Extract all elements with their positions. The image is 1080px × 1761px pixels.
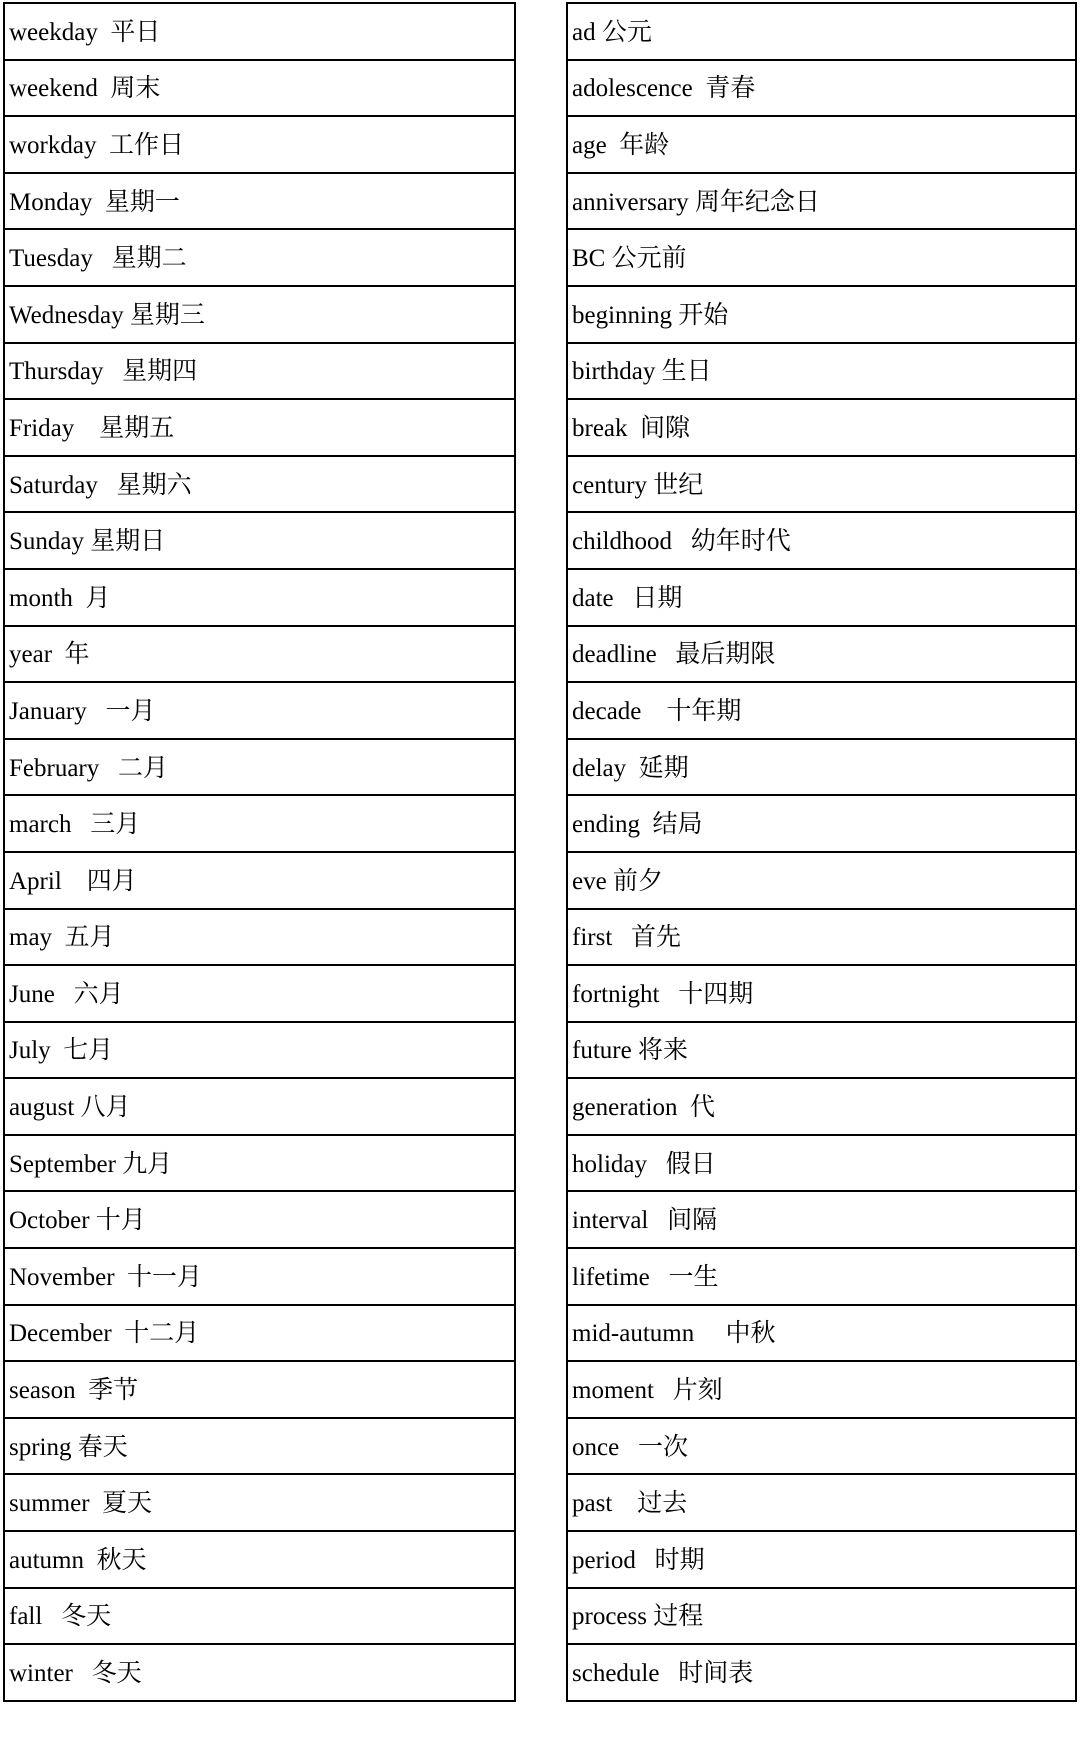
vocabulary-cell xyxy=(567,1644,1076,1701)
vocabulary-entry: schedule 时间表 xyxy=(572,1660,754,1688)
vocabulary-entry: February 二月 xyxy=(9,754,168,782)
vocabulary-entry: birthday 生日 xyxy=(572,358,712,386)
vocabulary-entry: holiday 假日 xyxy=(572,1150,716,1178)
table-row xyxy=(567,1305,1076,1362)
vocabulary-entry: weekend 周末 xyxy=(9,75,161,103)
vocabulary-cell xyxy=(567,1474,1076,1531)
vocabulary-entry: spring 春天 xyxy=(9,1433,128,1461)
vocabulary-cell xyxy=(567,286,1076,343)
vocabulary-cell xyxy=(567,965,1076,1022)
vocabulary-cell xyxy=(4,795,515,852)
table-row xyxy=(4,1191,515,1248)
table-row xyxy=(567,569,1076,626)
vocabulary-cell xyxy=(4,569,515,626)
table-row xyxy=(567,116,1076,173)
vocabulary-entry: November 十一月 xyxy=(9,1263,203,1291)
vocabulary-entry: fall 冬天 xyxy=(9,1603,112,1631)
vocabulary-cell xyxy=(4,1531,515,1588)
vocabulary-cell xyxy=(567,1022,1076,1079)
table-row xyxy=(567,399,1076,456)
vocabulary-cell xyxy=(4,1418,515,1475)
vocabulary-cell xyxy=(567,173,1076,230)
vocabulary-cell xyxy=(567,512,1076,569)
table-row xyxy=(567,343,1076,400)
table-row xyxy=(4,1022,515,1079)
table-row xyxy=(567,1474,1076,1531)
table-row xyxy=(4,399,515,456)
vocabulary-entry: January 一月 xyxy=(9,697,156,725)
vocabulary-entry: lifetime 一生 xyxy=(572,1263,719,1291)
table-row xyxy=(567,60,1076,117)
vocabulary-table-right xyxy=(566,2,1077,1702)
vocabulary-cell xyxy=(4,739,515,796)
vocabulary-entry: autumn 秋天 xyxy=(9,1546,147,1574)
vocabulary-cell xyxy=(567,116,1076,173)
table-row xyxy=(4,1361,515,1418)
table-row xyxy=(4,229,515,286)
vocabulary-cell xyxy=(567,1588,1076,1645)
vocabulary-cell xyxy=(4,1305,515,1362)
vocabulary-cell xyxy=(4,3,515,60)
table-row xyxy=(4,965,515,1022)
table-row xyxy=(567,3,1076,60)
vocabulary-entry: season 季节 xyxy=(9,1377,139,1405)
table-row xyxy=(4,739,515,796)
vocabulary-entry: April 四月 xyxy=(9,867,137,895)
vocabulary-cell xyxy=(4,1248,515,1305)
table-row xyxy=(4,3,515,60)
vocabulary-entry: century 世纪 xyxy=(572,471,704,499)
vocabulary-entry: period 时期 xyxy=(572,1546,705,1574)
table-row xyxy=(4,1474,515,1531)
vocabulary-entry: delay 延期 xyxy=(572,754,689,782)
vocabulary-cell xyxy=(4,852,515,909)
vocabulary-entry: Tuesday 星期二 xyxy=(9,245,187,273)
vocabulary-entry: break 间隙 xyxy=(572,414,691,442)
table-row xyxy=(4,1588,515,1645)
vocabulary-entry: month 月 xyxy=(9,584,111,612)
vocabulary-cell xyxy=(567,60,1076,117)
vocabulary-cell xyxy=(567,1191,1076,1248)
vocabulary-entry: ad 公元 xyxy=(572,18,652,46)
vocabulary-cell xyxy=(4,286,515,343)
vocabulary-entry: BC 公元前 xyxy=(572,245,687,273)
table-row xyxy=(4,626,515,683)
table-row xyxy=(4,1644,515,1701)
table-row xyxy=(4,173,515,230)
vocabulary-cell xyxy=(567,456,1076,513)
vocabulary-cell xyxy=(4,60,515,117)
table-row xyxy=(4,116,515,173)
table-row xyxy=(4,1305,515,1362)
vocabulary-entry: process 过程 xyxy=(572,1603,704,1631)
table-row xyxy=(567,1588,1076,1645)
table-row xyxy=(4,1531,515,1588)
table-row xyxy=(567,852,1076,909)
vocabulary-cell xyxy=(4,343,515,400)
vocabulary-entry: adolescence 青春 xyxy=(572,75,756,103)
vocabulary-entry: October 十月 xyxy=(9,1207,146,1235)
vocabulary-entry: workday 工作日 xyxy=(9,131,184,159)
vocabulary-entry: Saturday 星期六 xyxy=(9,471,192,499)
vocabulary-cell xyxy=(567,229,1076,286)
table-row xyxy=(567,795,1076,852)
vocabulary-entry: Sunday 星期日 xyxy=(9,528,166,556)
vocabulary-cell xyxy=(4,1022,515,1079)
vocabulary-cell xyxy=(4,456,515,513)
vocabulary-entry: July 七月 xyxy=(9,1037,114,1065)
vocabulary-cell xyxy=(4,1644,515,1701)
vocabulary-cell xyxy=(567,852,1076,909)
vocabulary-table-left xyxy=(3,2,516,1702)
vocabulary-cell xyxy=(4,1474,515,1531)
table-row xyxy=(4,1135,515,1192)
vocabulary-entry: interval 间隔 xyxy=(572,1207,718,1235)
vocabulary-cell xyxy=(567,3,1076,60)
table-row xyxy=(567,1361,1076,1418)
vocabulary-entry: summer 夏天 xyxy=(9,1490,153,1518)
vocabulary-entry: generation 代 xyxy=(572,1094,716,1122)
vocabulary-entry: mid-autumn 中秋 xyxy=(572,1320,776,1348)
vocabulary-cell xyxy=(4,1361,515,1418)
vocabulary-entry: weekday 平日 xyxy=(9,18,161,46)
table-row xyxy=(567,1418,1076,1475)
vocabulary-cell xyxy=(567,682,1076,739)
vocabulary-entry: march 三月 xyxy=(9,811,141,839)
table-row xyxy=(567,286,1076,343)
table-row xyxy=(4,569,515,626)
vocabulary-entry: past 过去 xyxy=(572,1490,688,1518)
vocabulary-cell xyxy=(4,1078,515,1135)
vocabulary-entry: eve 前夕 xyxy=(572,867,663,895)
table-row xyxy=(4,852,515,909)
table-row xyxy=(4,286,515,343)
table-row xyxy=(567,173,1076,230)
vocabulary-entry: ending 结局 xyxy=(572,811,703,839)
vocabulary-cell xyxy=(567,1361,1076,1418)
vocabulary-entry: Wednesday 星期三 xyxy=(9,301,205,329)
vocabulary-cell xyxy=(567,795,1076,852)
vocabulary-cell xyxy=(567,343,1076,400)
vocabulary-cell xyxy=(567,626,1076,683)
vocabulary-cell xyxy=(4,512,515,569)
vocabulary-entry: winter 冬天 xyxy=(9,1660,142,1688)
vocabulary-entry: august 八月 xyxy=(9,1094,131,1122)
vocabulary-entry: moment 片刻 xyxy=(572,1377,723,1405)
vocabulary-entry: year 年 xyxy=(9,641,90,669)
table-row xyxy=(4,909,515,966)
vocabulary-cell xyxy=(4,399,515,456)
table-row xyxy=(4,682,515,739)
vocabulary-cell xyxy=(4,1135,515,1192)
table-row xyxy=(567,229,1076,286)
vocabulary-entry: once 一次 xyxy=(572,1433,688,1461)
vocabulary-entry: deadline 最后期限 xyxy=(572,641,776,669)
vocabulary-entry: age 年龄 xyxy=(572,131,670,159)
table-row xyxy=(4,60,515,117)
table-row xyxy=(4,1078,515,1135)
vocabulary-cell xyxy=(567,1305,1076,1362)
table-row xyxy=(4,456,515,513)
table-row xyxy=(567,1531,1076,1588)
vocabulary-entry: first 首先 xyxy=(572,924,682,952)
table-row xyxy=(567,739,1076,796)
table-row xyxy=(4,1418,515,1475)
vocabulary-entry: Friday 星期五 xyxy=(9,414,175,442)
table-row xyxy=(567,456,1076,513)
vocabulary-cell xyxy=(567,569,1076,626)
vocabulary-entry: childhood 幼年时代 xyxy=(572,528,791,556)
vocabulary-entry: September 九月 xyxy=(9,1150,173,1178)
vocabulary-cell xyxy=(567,1135,1076,1192)
vocabulary-entry: future 将来 xyxy=(572,1037,688,1065)
vocabulary-cell xyxy=(567,399,1076,456)
table-row xyxy=(567,1644,1076,1701)
vocabulary-cell xyxy=(4,965,515,1022)
vocabulary-entry: decade 十年期 xyxy=(572,697,742,725)
vocabulary-cell xyxy=(567,1531,1076,1588)
table-row xyxy=(4,512,515,569)
table-row xyxy=(567,1248,1076,1305)
vocabulary-cell xyxy=(4,909,515,966)
table-row xyxy=(567,512,1076,569)
vocabulary-entry: may 五月 xyxy=(9,924,115,952)
vocabulary-cell xyxy=(567,1248,1076,1305)
vocabulary-entry: December 十二月 xyxy=(9,1320,200,1348)
vocabulary-cell xyxy=(4,229,515,286)
vocabulary-entry: Monday 星期一 xyxy=(9,188,180,216)
vocabulary-entry: anniversary 周年纪念日 xyxy=(572,188,820,216)
table-row xyxy=(4,1248,515,1305)
vocabulary-entry: fortnight 十四期 xyxy=(572,980,754,1008)
table-row xyxy=(4,343,515,400)
table-row xyxy=(567,682,1076,739)
vocabulary-cell xyxy=(567,739,1076,796)
vocabulary-cell xyxy=(567,909,1076,966)
vocabulary-cell xyxy=(567,1418,1076,1475)
table-row xyxy=(567,1078,1076,1135)
vocabulary-cell xyxy=(4,682,515,739)
table-row xyxy=(567,1022,1076,1079)
vocabulary-entry: June 六月 xyxy=(9,980,124,1008)
table-row xyxy=(567,909,1076,966)
table-row xyxy=(567,626,1076,683)
vocabulary-cell xyxy=(567,1078,1076,1135)
vocabulary-cell xyxy=(4,1191,515,1248)
vocabulary-cell xyxy=(4,1588,515,1645)
table-row xyxy=(567,1191,1076,1248)
table-row xyxy=(567,965,1076,1022)
vocabulary-entry: date 日期 xyxy=(572,584,683,612)
vocabulary-cell xyxy=(4,116,515,173)
vocabulary-cell xyxy=(4,626,515,683)
table-row xyxy=(4,795,515,852)
table-row xyxy=(567,1135,1076,1192)
vocabulary-entry: Thursday 星期四 xyxy=(9,358,198,386)
vocabulary-entry: beginning 开始 xyxy=(572,301,729,329)
vocabulary-cell xyxy=(4,173,515,230)
